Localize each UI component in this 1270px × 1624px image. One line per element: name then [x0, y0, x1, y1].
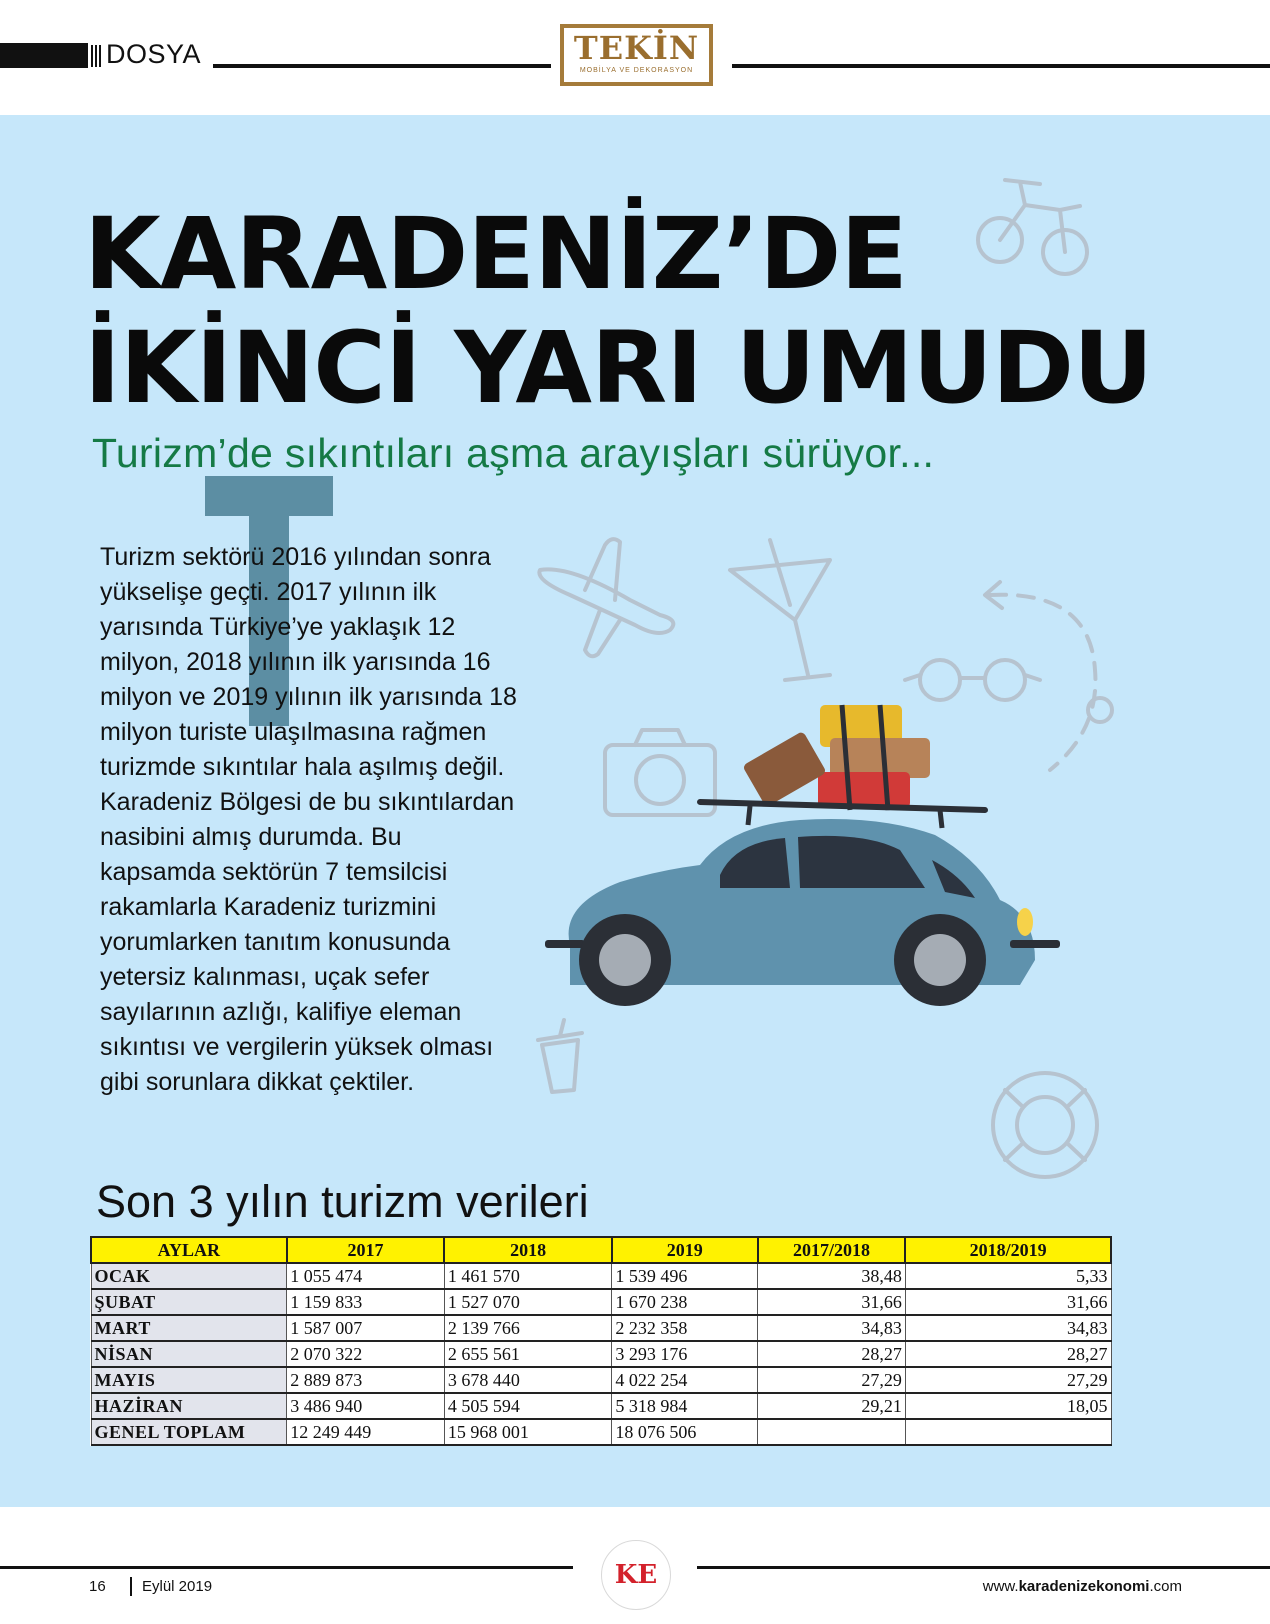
- header-cell: 2018: [444, 1237, 612, 1263]
- tourism-data-table: [90, 1236, 1112, 1446]
- empty-cell: [758, 1419, 906, 1445]
- cocktail-icon: [730, 540, 830, 680]
- ratio-cell: 27,29: [758, 1367, 906, 1393]
- table-row: [91, 1289, 1111, 1315]
- ratio-cell: 34,83: [758, 1315, 906, 1341]
- footer-separator: [130, 1577, 132, 1596]
- ke-logo: [601, 1540, 671, 1610]
- ratio-cell: 5,33: [905, 1263, 1111, 1289]
- headline-line-2: İKİNCİ YARI UMUDU: [84, 311, 1153, 426]
- header-cell: 2018/2019: [905, 1237, 1111, 1263]
- ratio-cell: 18,05: [905, 1393, 1111, 1419]
- header-cell: 2017: [287, 1237, 445, 1263]
- paragraph-1: Turizm sektörü 2016 yılından sonra yükselişe geçti. 2017 yılının ilk yarısında Türkiye’ye yaklaşık 12 milyon, 2018 yılının ilk yarısında 16 milyon ve 2019 yılının ilk yarısında 18 milyon turiste ulaşılmasına rağmen turizmde sıkıntılar hala aşılmış değil.: [100, 543, 517, 781]
- month-cell: MAYIS: [91, 1367, 287, 1393]
- value-cell: 2 655 561: [444, 1341, 612, 1367]
- ratio-cell: 29,21: [758, 1393, 906, 1419]
- month-cell: OCAK: [91, 1263, 287, 1289]
- ratio-cell: 28,27: [758, 1341, 906, 1367]
- total-cell: 18 076 506: [612, 1419, 758, 1445]
- bicycle-icon: [978, 180, 1087, 274]
- value-cell: 2 070 322: [287, 1341, 445, 1367]
- value-cell: 1 670 238: [612, 1289, 758, 1315]
- site-url[interactable]: [983, 1578, 1182, 1595]
- value-cell: 4 022 254: [612, 1367, 758, 1393]
- ratio-cell: 31,66: [758, 1289, 906, 1315]
- value-cell: 1 055 474: [287, 1263, 445, 1289]
- table-row: [91, 1393, 1111, 1419]
- subheadline: Turizm’de sıkıntıları aşma arayışları sürüyor...: [92, 430, 935, 476]
- tekin-logo-tagline: MOBİLYA VE DEKORASYON: [579, 67, 694, 74]
- travel-illustration: [530, 170, 1180, 1220]
- ke-logo-text: KE: [614, 1560, 658, 1590]
- coffee-cup-icon: [538, 1020, 582, 1092]
- value-cell: 1 159 833: [287, 1289, 445, 1315]
- dashed-arrow-icon: [990, 595, 1095, 770]
- header-black-bar: [0, 43, 88, 68]
- value-cell: 3 293 176: [612, 1341, 758, 1367]
- value-cell: 1 527 070: [444, 1289, 612, 1315]
- header-stripes: [91, 45, 103, 67]
- value-cell: 3 486 940: [287, 1393, 445, 1419]
- value-cell: 3 678 440: [444, 1367, 612, 1393]
- table-row: [91, 1367, 1111, 1393]
- airplane-icon: [539, 539, 673, 656]
- tekin-logo-name: TEKİN: [573, 29, 700, 67]
- total-cell: 15 968 001: [444, 1419, 612, 1445]
- table-header-row: [91, 1237, 1111, 1263]
- value-cell: 2 889 873: [287, 1367, 445, 1393]
- ratio-cell: 34,83: [905, 1315, 1111, 1341]
- header-cell: 2019: [612, 1237, 758, 1263]
- table-row: [91, 1315, 1111, 1341]
- ratio-cell: 31,66: [905, 1289, 1111, 1315]
- month-cell: HAZİRAN: [91, 1393, 287, 1419]
- lifebuoy-icon: [993, 1073, 1097, 1177]
- table-total-row: [91, 1419, 1111, 1445]
- car-with-luggage-illustration: [545, 705, 1060, 1006]
- total-label-cell: GENEL TOPLAM: [91, 1419, 287, 1445]
- header-cell: AYLAR: [91, 1237, 287, 1263]
- value-cell: 2 232 358: [612, 1315, 758, 1341]
- value-cell: 1 587 007: [287, 1315, 445, 1341]
- issue-date: Eylül 2019: [142, 1578, 213, 1595]
- table-row: [91, 1263, 1111, 1289]
- paragraph-2: Karadeniz Bölgesi de bu sıkıntılardan nasibini almış durumda. Bu kapsamda sektörün 7 temsilcisi rakamlarla Karadeniz turizmini yorumlarken tanıtım konusunda yetersiz kalınması, uçak sefer sayılarının azlığı, kalifiye eleman sıkıntısı ve vergilerin yüksek olması gibi sorunlara dikkat çektiler.: [100, 788, 515, 1096]
- ratio-cell: 38,48: [758, 1263, 906, 1289]
- tekin-logo: [560, 24, 713, 86]
- value-cell: 1 539 496: [612, 1263, 758, 1289]
- header-rule-right: [732, 64, 1270, 68]
- site-url-prefix: www.: [982, 1578, 1019, 1595]
- month-cell: NİSAN: [91, 1341, 287, 1367]
- footer-rule-left: [0, 1566, 573, 1569]
- article-body: [100, 540, 520, 1100]
- table-row: [91, 1341, 1111, 1367]
- ratio-cell: 28,27: [905, 1341, 1111, 1367]
- footer-rule-right: [697, 1566, 1270, 1569]
- page-number: 16: [89, 1578, 106, 1595]
- site-url-suffix: .com: [1149, 1578, 1182, 1595]
- table-title: Son 3 yılın turizm verileri: [96, 1176, 589, 1227]
- glasses-icon: [905, 660, 1040, 700]
- site-url-domain: karadenizekonomi: [1018, 1578, 1150, 1595]
- value-cell: 2 139 766: [444, 1315, 612, 1341]
- header-rule-left: [213, 64, 551, 68]
- headline-line-1: KARADENİZ’DE: [84, 197, 907, 312]
- dashed-arrow-loop: [1088, 698, 1112, 722]
- month-cell: MART: [91, 1315, 287, 1341]
- section-label: DOSYA: [106, 39, 202, 69]
- value-cell: 5 318 984: [612, 1393, 758, 1419]
- total-cell: 12 249 449: [287, 1419, 445, 1445]
- value-cell: 1 461 570: [444, 1263, 612, 1289]
- value-cell: 4 505 594: [444, 1393, 612, 1419]
- header-cell: 2017/2018: [758, 1237, 906, 1263]
- month-cell: ŞUBAT: [91, 1289, 287, 1315]
- ratio-cell: 27,29: [905, 1367, 1111, 1393]
- empty-cell: [905, 1419, 1111, 1445]
